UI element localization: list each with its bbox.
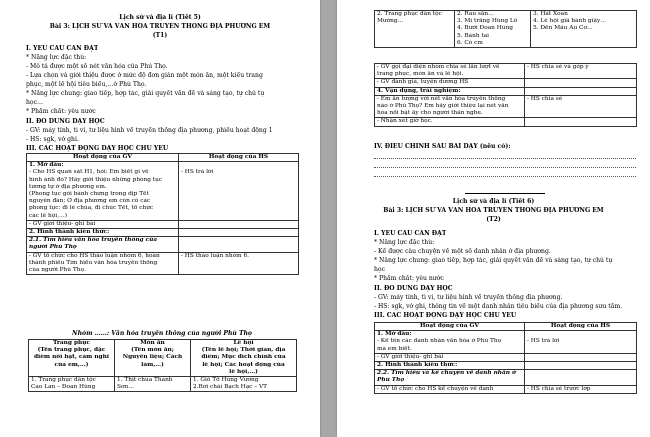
- table-row: [375, 353, 637, 361]
- worksheet-title: Nhóm ……: Văn hóa truyền thống của người Phú Thọ: [72, 330, 252, 337]
- lesson-part: (T1): [152, 32, 168, 39]
- activities-table: [374, 322, 637, 394]
- text-line: làm,…): [141, 361, 164, 368]
- text-line: - Lựa chọn và giới thiệu được ở mức độ đơn giản một món ăn, một kiểu trang: [26, 72, 263, 79]
- table-cell: [375, 370, 525, 385]
- text-line: 4. Lễ hội giã bánh giầy…: [533, 18, 607, 25]
- table-cell: [27, 252, 179, 275]
- table-cell: [179, 237, 299, 252]
- text-line: học…: [26, 99, 44, 106]
- table-cell: [525, 331, 637, 354]
- text-line: điểm nổi bật, cảm nghĩ: [33, 354, 110, 361]
- table-row: [375, 87, 637, 95]
- text-line: 2.Bơi chải Bạch Hạc – VT: [193, 384, 268, 391]
- table-cell: [375, 11, 455, 48]
- text-line: - HS thảo luận nhóm 6.: [181, 252, 249, 259]
- text-line: phục, một lễ hội tiêu biểu,…ở Phú Thọ.: [26, 81, 147, 88]
- text-line: người Phú Thọ: [29, 244, 77, 251]
- text-line: nào ở Phú Thọ? Em hãy giới thiệu lại nét văn: [377, 103, 509, 110]
- section-activities: III. CÁC HOẠT ĐỘNG DẠY HỌC CHỦ YẾU: [374, 312, 517, 319]
- text-line: 6. Cò cm: [457, 39, 483, 46]
- table-row: [375, 11, 637, 48]
- text-line: thành phiếu Tìm hiểu văn hóa truyền thống: [29, 259, 158, 266]
- table-cell: [179, 252, 299, 275]
- document-page-1: [0, 0, 320, 437]
- worksheet-table-continued: [374, 10, 637, 48]
- column-header: [115, 340, 191, 377]
- dotted-line: [374, 158, 636, 159]
- text-line: Sơn…: [117, 384, 134, 391]
- dotted-line: [374, 176, 636, 177]
- text-line: - HS trả lời: [527, 338, 560, 345]
- table-cell: [531, 11, 637, 48]
- table-cell: - GV giới thiệu- ghi bài: [375, 353, 525, 361]
- text-line: 4. Bưởi Đoan Hùng: [457, 25, 513, 32]
- table-header-row: [27, 154, 299, 162]
- text-line: - GV tổ chức cho HS thảo luận nhóm 6, hoàn: [29, 252, 160, 259]
- text-line: Trang phục: [52, 340, 90, 346]
- table-cell: 2. Hình thành kiến thức:: [27, 229, 179, 237]
- text-line: Nguyên liệu; Cách: [122, 354, 183, 361]
- table-cell: 2. Hình thành kiến thức:: [375, 362, 525, 370]
- table-row: [27, 220, 299, 228]
- text-line: mà em biết.: [377, 345, 412, 352]
- text-line: - HS: sgk, vở ghi.: [26, 136, 79, 143]
- table-row: [375, 331, 637, 354]
- table-cell: [27, 162, 179, 221]
- text-line: (Tên món ăn;: [131, 347, 174, 354]
- worksheet-table: [28, 339, 297, 392]
- text-line: trang phục, món ăn và lễ hội.: [377, 71, 464, 78]
- table-cell: [115, 377, 191, 392]
- table-cell: [525, 353, 637, 361]
- table-cell: [191, 377, 297, 392]
- table-cell: [29, 377, 115, 392]
- lesson-part: (T2): [486, 216, 501, 223]
- text-line: 1. Trang phục dân tộc: [31, 377, 96, 384]
- activities-table-continued: [374, 63, 637, 127]
- column-header: Hoạt động của GV: [27, 154, 179, 162]
- text-line: 2. Trang phục dân tộc: [377, 11, 442, 17]
- text-line: 3. Hát Xoan: [533, 11, 568, 17]
- text-line: 2. Rau sắn…: [457, 11, 494, 17]
- text-line: phong tục: đi lễ chùa, đi chúc Tết, tổ chức: [29, 205, 154, 212]
- table-cell: - HS chia sẻ trước lớp: [525, 385, 637, 393]
- text-line: nguyên đán; Ở địa phương em còn có các: [29, 198, 151, 205]
- text-line: (Tên lễ hội; Thời gian, địa: [201, 347, 286, 354]
- activities-table: [26, 153, 299, 275]
- text-line: hóa nổi bật ấy cho người thân nghe.: [377, 110, 483, 117]
- table-cell: [525, 79, 637, 87]
- text-line: Mường…: [377, 18, 404, 25]
- text-line: * Năng lực chung: giao tiếp, hợp tác, giải quyết vấn đề và sáng tạo, tự chủ tự: [374, 257, 613, 264]
- text-line: hình ảnh đó? Hãy giới thiệu những phong tục: [29, 176, 163, 183]
- text-line: - Kể được câu chuyện về một số danh nhân ở địa phương.: [374, 248, 551, 255]
- table-cell: - Nhận xét giờ học.: [375, 118, 525, 126]
- section-objectives: I. YÊU CẦU CẦN ĐẠT: [26, 45, 99, 52]
- text-line: lễ hội; Các hoạt động của: [202, 361, 285, 368]
- table-cell: - GV tổ chức cho HS kể chuyện về danh: [375, 385, 525, 393]
- table-cell: [375, 64, 525, 79]
- table-cell: [455, 11, 531, 48]
- table-row: [29, 377, 297, 392]
- section-materials: II. ĐỒ DÙNG DẠY HỌC: [26, 118, 105, 125]
- table-row: [375, 79, 637, 87]
- text-line: * Năng lực chung: giao tiếp, hợp tác, giải quyết vấn đề và sáng tạo, tự chủ tự: [26, 90, 265, 97]
- text-line: của người Phú Thọ.: [29, 267, 86, 274]
- text-line: 2.1. Tìm hiểu văn hóa truyền thống của: [29, 237, 158, 244]
- table-cell: [375, 331, 525, 354]
- section-objectives: I. YÊU CẦU CẦN ĐẠT: [374, 230, 447, 237]
- text-line: * Phẩm chất: yêu nước: [374, 275, 444, 282]
- text-line: 5. Đền Mẫu Âu Cơ…: [533, 25, 593, 32]
- text-line: Phú Thọ: [377, 377, 405, 384]
- text-line: (Tên trang phục, đặc: [37, 347, 106, 354]
- lesson-title: Bài 3: LỊCH SỬ VÀ VĂN HÓA TRUYỀN THỐNG ĐỊA PHƯƠNG EM: [49, 23, 271, 30]
- text-line: - Em ấn tượng với nét văn hóa truyền thống: [377, 95, 506, 102]
- table-row: [375, 362, 637, 370]
- table-cell: [525, 95, 637, 118]
- text-line: của em,…): [54, 361, 89, 368]
- text-line: - Cho HS quan sát H1, hỏi: Em biết gì về: [29, 169, 149, 176]
- text-line: Cao Lan – Đoan Hùng: [31, 384, 96, 391]
- text-line: - Kể tên các danh nhân văn hóa ở Phú Thọ: [377, 338, 502, 345]
- text-line: 1. Thịt chua Thanh: [117, 377, 173, 384]
- text-line: điểm; Mục đích chính của: [201, 354, 286, 361]
- table-row: [375, 118, 637, 126]
- column-header: Hoạt động của HS: [179, 154, 299, 162]
- text-line: lễ hội,…): [229, 368, 258, 375]
- text-line: - Mô tả được một số nét văn hóa của Phú Thọ.: [26, 63, 168, 70]
- table-cell: - GV giới thiệu- ghi bài: [27, 220, 179, 228]
- table-row: [27, 237, 299, 252]
- table-cell: [525, 87, 637, 95]
- table-cell: [525, 118, 637, 126]
- text-line: * Phẩm chất: yêu nước: [26, 108, 96, 115]
- step-title: 1. Mở đầu:: [377, 331, 412, 338]
- section-materials: II. ĐỒ DÙNG DẠY HỌC: [374, 285, 453, 292]
- text-line: Món ăn: [140, 340, 165, 346]
- table-cell: [27, 237, 179, 252]
- table-row: [375, 64, 637, 79]
- table-cell: 4. Vận dụng, trải nghiệm:: [375, 87, 525, 95]
- column-header: [191, 340, 297, 377]
- table-cell: - GV đánh giá, tuyên dương HS: [375, 79, 525, 87]
- separator-line: [465, 193, 545, 194]
- text-line: - HS trả lời: [181, 169, 214, 176]
- text-line: (Phong tục gói bánh chưng trong dịp Tết: [29, 191, 149, 198]
- table-header-row: [29, 340, 297, 377]
- table-header-row: [375, 323, 637, 331]
- table-row: [27, 252, 299, 275]
- text-line: * Năng lực đặc thù:: [374, 239, 435, 246]
- text-line: - GV gọi đại diện nhóm chia sẻ lần lượt về: [377, 64, 500, 70]
- text-line: các lễ hội,…): [29, 212, 68, 219]
- table-row: [375, 95, 637, 118]
- document-page-2: [337, 0, 650, 437]
- table-cell: [525, 64, 637, 79]
- table-cell: [525, 362, 637, 370]
- section-activities: III. CÁC HOẠT ĐỘNG DẠY HỌC CHỦ YẾU: [26, 145, 169, 152]
- lesson-heading: Lịch sử và địa lí (Tiết 6): [452, 198, 535, 205]
- adjustment-heading: IV. ĐIỀU CHỈNH SAU BÀI DẠY (nếu có):: [374, 143, 511, 150]
- text-line: 1. Giỗ Tổ Hùng Vương: [193, 377, 259, 384]
- text-line: Lễ hội: [233, 340, 254, 346]
- text-line: học: [374, 266, 386, 273]
- table-row: [27, 229, 299, 237]
- text-line: - GV: máy tính, ti vi, tư liệu hình về truyền thống địa phương, phiếu hoạt động 1: [26, 127, 273, 134]
- text-line: 2.2. Tìm hiểu và kể chuyện về danh nhân ở: [377, 370, 516, 377]
- text-line: - GV: máy tính, ti vi, tư liệu hình về truyền thống địa phương.: [374, 294, 563, 301]
- text-line: tương tự ở địa phương em.: [29, 183, 107, 190]
- table-cell: [525, 370, 637, 385]
- table-cell: [179, 220, 299, 228]
- text-line: * Năng lực đặc thù:: [26, 54, 87, 61]
- table-cell: [179, 162, 299, 221]
- table-row: [375, 385, 637, 393]
- text-line: - HS chia sẻ: [527, 95, 563, 102]
- text-line: - HS chia sẻ và góp ý: [527, 64, 589, 70]
- step-title: 1. Mở đầu:: [29, 162, 64, 169]
- column-header: [29, 340, 115, 377]
- table-cell: [375, 95, 525, 118]
- table-cell: [179, 229, 299, 237]
- column-header: Hoạt động của GV: [375, 323, 525, 331]
- text-line: 5. Bánh tai: [457, 32, 490, 39]
- lesson-title: Bài 3: LỊCH SỬ VÀ VĂN HÓA TRUYỀN THỐNG ĐỊA PHƯƠNG EM: [383, 207, 604, 214]
- text-line: 3. Mì trắng Hùng Lô: [457, 18, 518, 25]
- dotted-line: [374, 167, 636, 168]
- text-line: - HS: sgk, vở ghi, thông tin về một danh nhân tiêu biểu của địa phương sưu tầm.: [374, 303, 623, 310]
- lesson-heading: Lịch sử và địa lí (Tiết 5): [119, 14, 201, 21]
- column-header: Hoạt động của HS: [525, 323, 637, 331]
- table-row: [375, 370, 637, 385]
- table-row: [27, 162, 299, 221]
